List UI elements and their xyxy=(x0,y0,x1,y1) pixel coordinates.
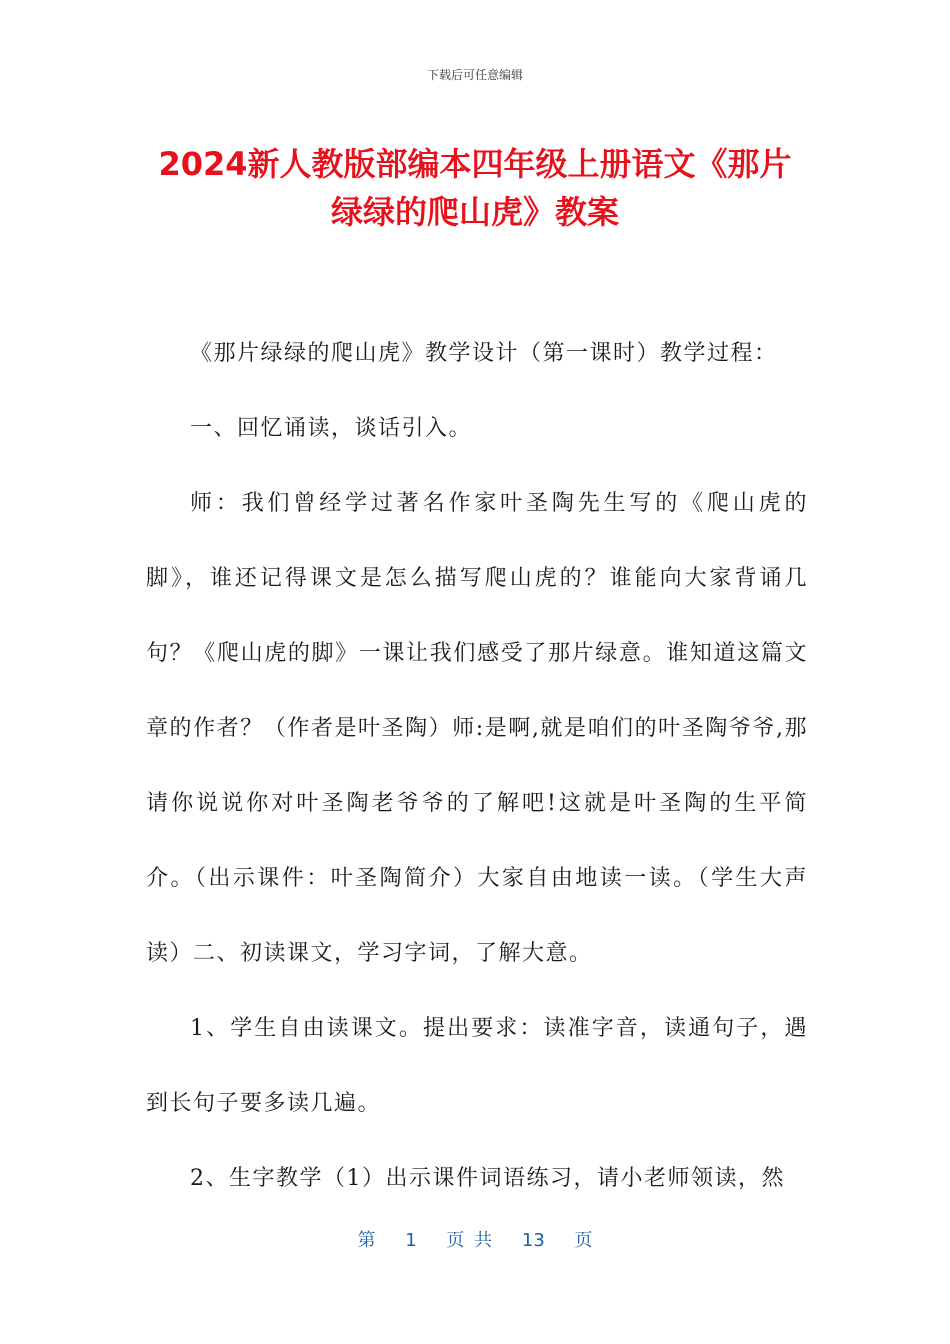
total-label: 页 共 xyxy=(446,1230,493,1251)
paragraph: 《那片绿绿的爬山虎》教学设计（第一课时）教学过程： xyxy=(190,341,778,366)
title-line-1: 2024新人教版部编本四年级上册语文《那片 xyxy=(158,145,792,183)
page-number: 1 xyxy=(405,1230,417,1251)
paragraph: 1、学生自由读课文。提出要求：读准字音，读通句子，遇到长句子要多读几遍。 xyxy=(146,1016,808,1116)
page-label: 第 xyxy=(357,1230,376,1251)
page-footer xyxy=(0,1226,950,1252)
title-line-2: 绿绿的爬山虎》教案 xyxy=(330,193,619,231)
document-body xyxy=(146,316,808,1216)
paragraph: 2、生字教学（1）出示课件词语练习，请小老师领读，然 xyxy=(190,1166,785,1191)
paragraph: 师：我们曾经学过著名作家叶圣陶先生写的《爬山虎的脚》，谁还记得课文是怎么描写爬山虎的？谁能向大家背诵几句？《爬山虎的脚》一课让我们感受了那片绿意。谁知道这篇文章的作者？（作者是叶圣陶）师:是啊,就是咱们的叶圣陶爷爷,那请你说说你对叶圣陶老爷爷的了解吧!这就是叶圣陶的生平简介。（出示课件：叶圣陶简介）大家自由地读一读。（学生大声读）二、初读课文，学习字词，了解大意。 xyxy=(146,491,808,966)
paragraph: 一、回忆诵读，谈话引入。 xyxy=(190,416,473,441)
page-suffix: 页 xyxy=(574,1230,593,1251)
total-pages: 13 xyxy=(521,1230,545,1251)
document-title xyxy=(120,140,830,236)
header-note: 下载后可任意编辑 xyxy=(426,68,523,82)
